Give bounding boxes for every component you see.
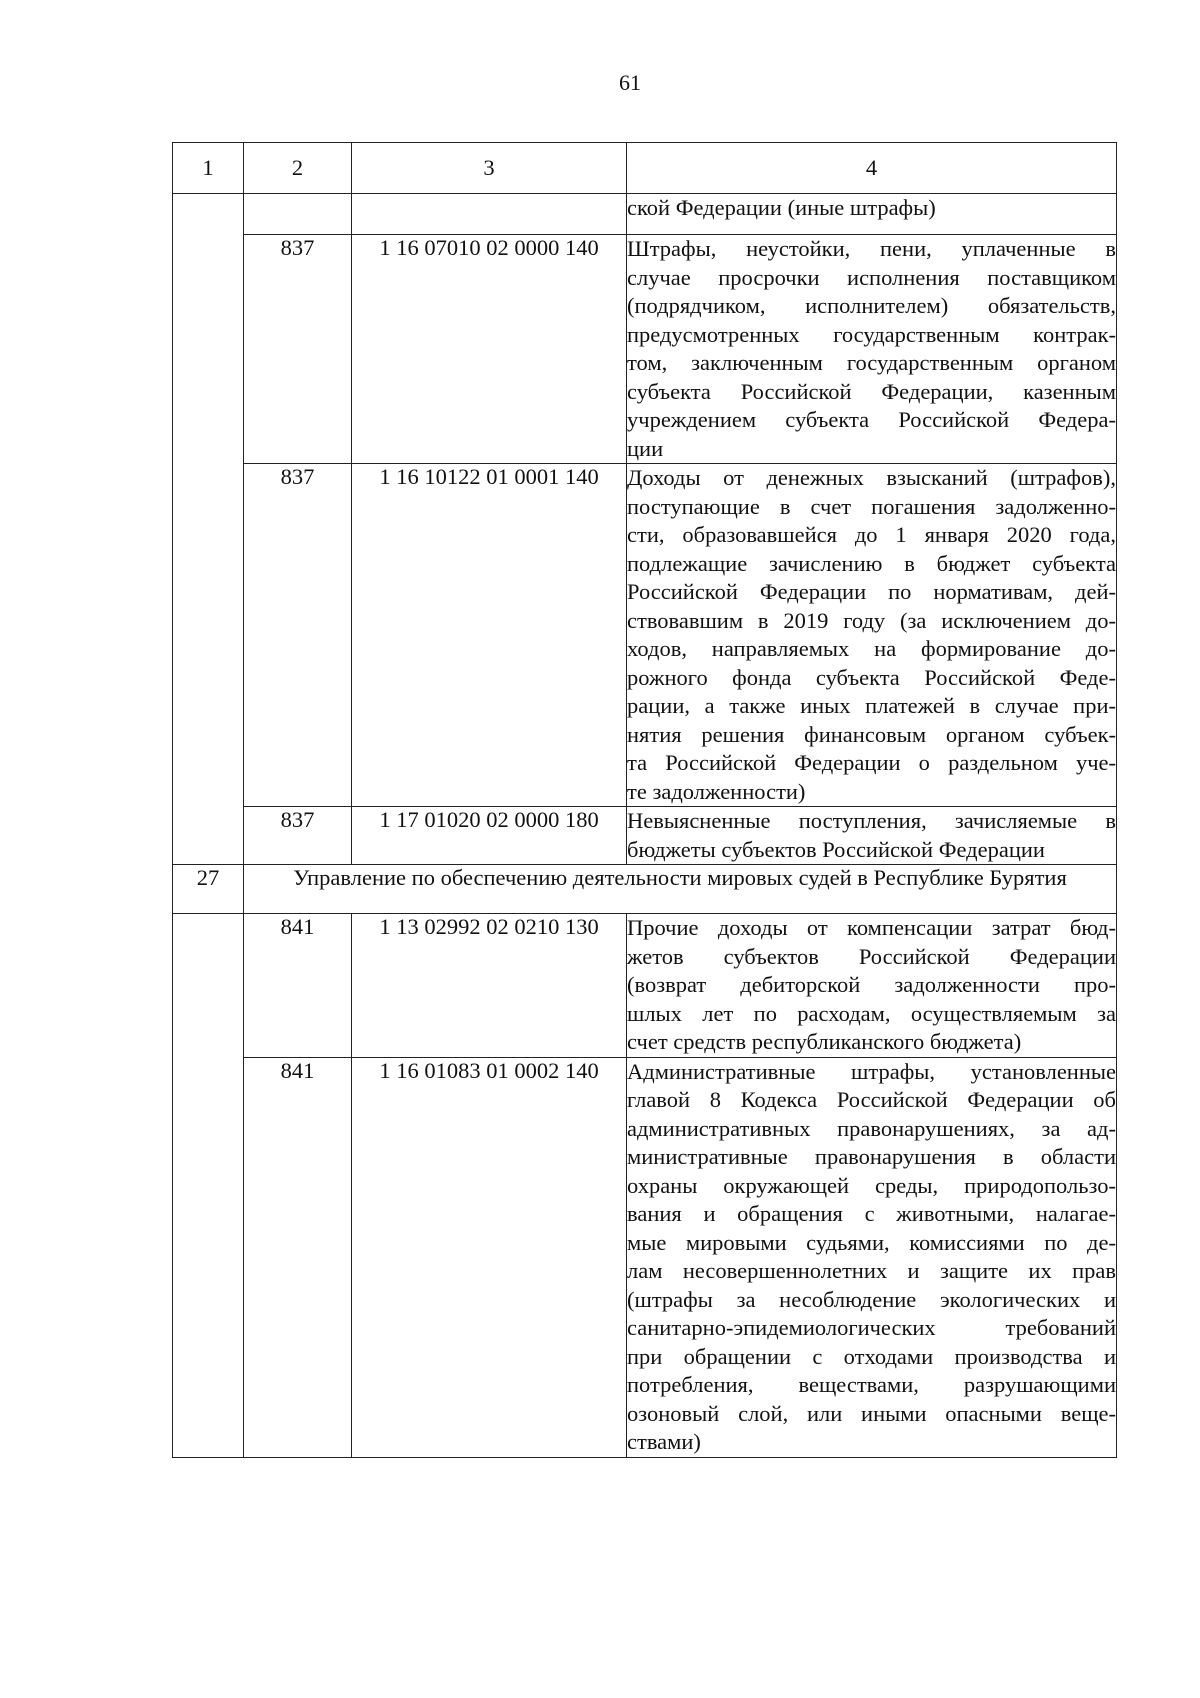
group-number-cell <box>173 914 244 1458</box>
admin-code-cell: 841 <box>244 1057 352 1457</box>
description-line: рожного фонда субъекта Российской Феде- <box>627 664 1116 690</box>
description-line: главой 8 Кодекса Российской Федерации об <box>627 1087 1116 1112</box>
table-row <box>173 194 1117 235</box>
budget-code-cell: 1 13 02992 02 0210 130 <box>352 914 627 1058</box>
budget-code-cell: 1 16 07010 02 0000 140 <box>352 235 627 464</box>
admin-code-cell: 837 <box>244 464 352 807</box>
budget-revenue-table <box>172 142 1117 1458</box>
section-title: Управление по обеспечению деятельности мировых судей в Республике Бурятия <box>244 865 1117 914</box>
description-line: министративные правонарушения в области <box>627 1144 1116 1169</box>
section-number: 27 <box>173 865 244 914</box>
description-line: мые мировыми судьями, комиссиями по де- <box>627 1229 1116 1255</box>
description-line: бюджеты субъектов Российской Федерации <box>627 836 1045 862</box>
description-line: жетов субъектов Российской Федерации <box>627 943 1116 969</box>
description-line: поступающие в счет погашения задолженно- <box>627 493 1116 519</box>
table-header-row <box>173 143 1117 194</box>
description-line: лам несовершеннолетних и защите их прав <box>627 1258 1116 1283</box>
header-cell-3: 3 <box>352 143 627 194</box>
description-line: (штрафы за несоблюдение экологических и <box>627 1286 1116 1312</box>
description-line: Невыясненные поступления, зачисляемые в <box>627 808 1116 833</box>
description-cell <box>627 235 1117 464</box>
header-cell-1: 1 <box>173 143 244 194</box>
description-line: Доходы от денежных взысканий (штрафов), <box>627 465 1116 490</box>
description-line: вания и обращения с животными, налагае- <box>627 1201 1116 1226</box>
description-cell <box>627 194 1117 235</box>
description-line: озоновый слой, или иными опасными веще- <box>627 1400 1116 1426</box>
description-line: санитарно-эпидемиологических требований <box>627 1315 1116 1340</box>
description-line: ствами) <box>627 1429 701 1454</box>
admin-code-cell: 837 <box>244 235 352 464</box>
description-cell <box>627 807 1117 865</box>
description-line: административных правонарушениях, за ад- <box>627 1115 1116 1141</box>
section-row <box>173 865 1117 914</box>
description-line: счет средств республиканского бюджета) <box>627 1029 1022 1054</box>
description-line: Российской Федерации по нормативам, дей- <box>627 579 1116 604</box>
description-cell <box>627 1057 1117 1457</box>
description-line: ской Федерации (иные штрафы) <box>627 195 936 220</box>
description-line: случае просрочки исполнения поставщиком <box>627 264 1116 290</box>
description-line: потребления, веществами, разрушающими <box>627 1372 1116 1397</box>
description-line: ходов, направляемых на формирование до- <box>627 636 1116 661</box>
description-line: охраны окружающей среды, природопользо- <box>627 1172 1116 1198</box>
group-number-cell <box>173 194 244 865</box>
description-line: Прочие доходы от компенсации затрат бюд- <box>627 915 1116 940</box>
description-line: (возврат дебиторской задолженности про- <box>627 972 1116 997</box>
description-line: та Российской Федерации о раздельном уче- <box>627 750 1116 775</box>
table-row <box>173 807 1117 865</box>
table-row <box>173 464 1117 807</box>
description-cell <box>627 914 1117 1058</box>
description-line: субъекта Российской Федерации, казенным <box>627 378 1116 404</box>
description-line: рации, а также иных платежей в случае при- <box>627 693 1116 718</box>
description-line: нятия решения финансовым органом субъек- <box>627 721 1116 747</box>
description-line: шлых лет по расходам, осуществляемым за <box>627 1000 1116 1026</box>
description-line: учреждением субъекта Российской Федера- <box>627 407 1116 432</box>
description-line: подлежащие зачислению в бюджет субъекта <box>627 550 1116 576</box>
description-line: ции <box>627 435 664 461</box>
page-number: 61 <box>619 70 641 95</box>
description-line: Административные штрафы, установленные <box>627 1058 1116 1084</box>
budget-code-cell: 1 16 01083 01 0002 140 <box>352 1057 627 1457</box>
table-row <box>173 235 1117 464</box>
description-line: Штрафы, неустойки, пени, уплаченные в <box>627 236 1116 261</box>
budget-code-cell: 1 17 01020 02 0000 180 <box>352 807 627 865</box>
budget-code-cell <box>352 194 627 235</box>
description-line: том, заключенным государственным органом <box>627 350 1116 375</box>
table-row <box>173 1057 1117 1457</box>
admin-code-cell: 837 <box>244 807 352 865</box>
admin-code-cell: 841 <box>244 914 352 1058</box>
description-line: сти, образовавшейся до 1 января 2020 года, <box>627 522 1116 547</box>
table-row <box>173 914 1117 1058</box>
header-cell-2: 2 <box>244 143 352 194</box>
description-line: те задолженности) <box>627 778 806 804</box>
description-line: (подрядчиком, исполнителем) обязательств, <box>627 293 1116 318</box>
description-line: предусмотренных государственным контрак- <box>627 321 1116 347</box>
header-cell-4: 4 <box>627 143 1117 194</box>
description-cell <box>627 464 1117 807</box>
budget-code-cell: 1 16 10122 01 0001 140 <box>352 464 627 807</box>
admin-code-cell <box>244 194 352 235</box>
description-line: ствовавшим в 2019 году (за исключением до- <box>627 607 1116 633</box>
description-line: при обращении с отходами производства и <box>627 1343 1116 1369</box>
